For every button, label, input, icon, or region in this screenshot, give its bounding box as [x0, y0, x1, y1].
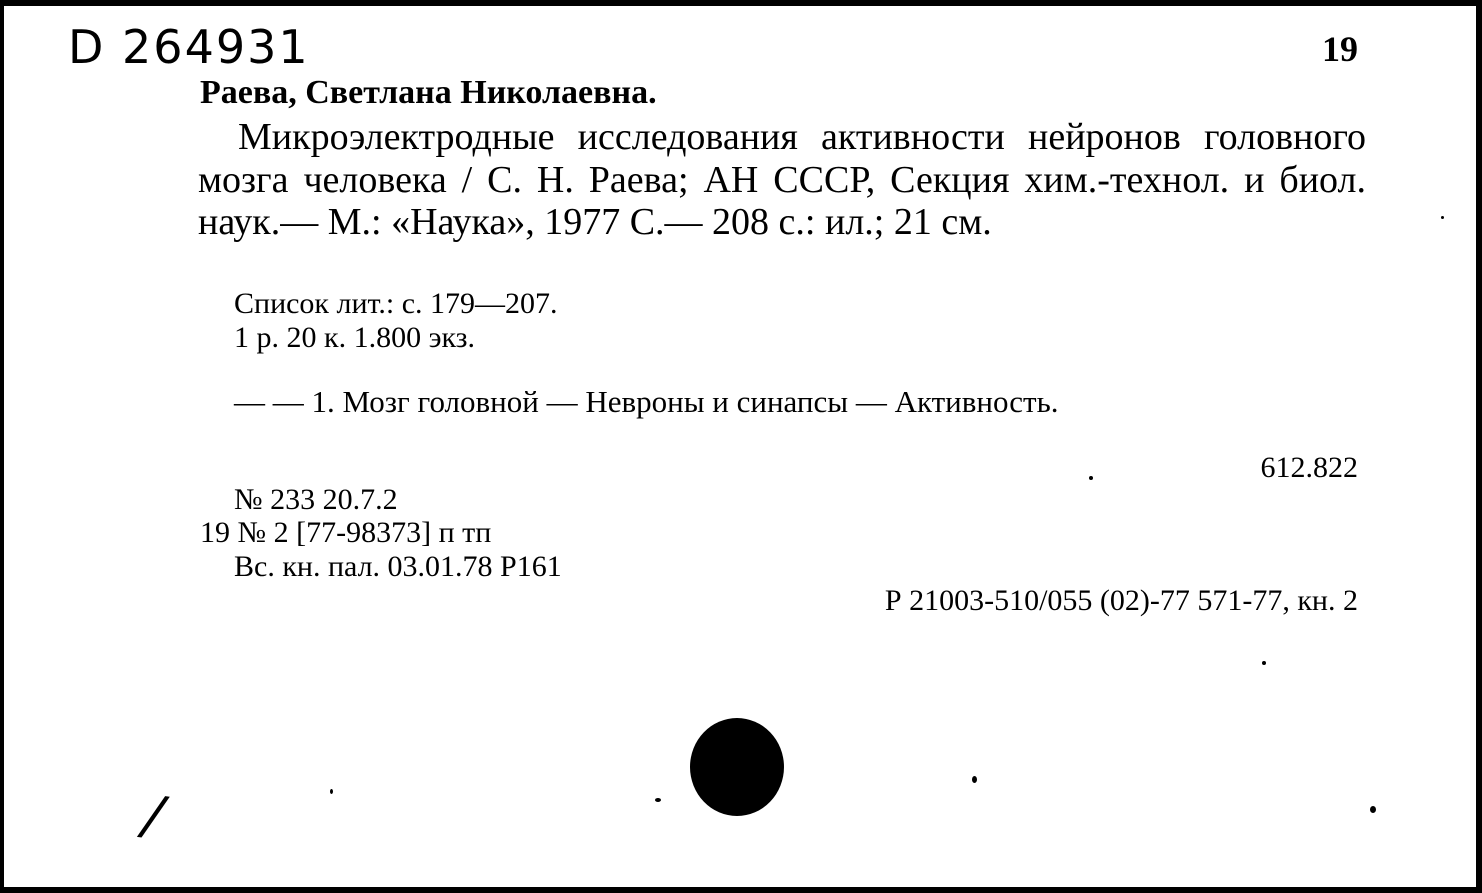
subject-heading: — — 1. Мозг головной — Невроны и синапсы — Активность. — [234, 384, 1059, 419]
page-number: 19 — [1322, 29, 1358, 69]
note-price-print-run: 1 р. 20 к. 1.800 экз. — [234, 321, 475, 354]
speck — [1262, 661, 1266, 665]
udc-code: 612.822 — [1260, 451, 1358, 484]
speck — [330, 789, 333, 794]
speck — [1441, 216, 1444, 219]
bibliographic-description: Микроэлектродные исследования активности нейронов головного мозга человека / С. Н. Раева; АН СССР, Секция хим.-технол. и биол. наук.— М.: «Наука», 1977 С.— 208 с.: ил.; 21 см. — [198, 116, 1366, 243]
punch-hole — [690, 718, 784, 816]
speck — [972, 776, 977, 783]
publisher-index: Р 21003-510/055 (02)-77 571-77, кн. 2 — [884, 584, 1358, 617]
card-id: D 264931 — [68, 20, 310, 74]
handwritten-mark: / — [139, 783, 167, 848]
note-bibliography: Список лит.: с. 179—207. — [234, 287, 558, 320]
registry-line: Вс. кн. пал. 03.01.78 Р161 — [234, 550, 562, 583]
registry-line: № 233 20.7.2 — [234, 483, 398, 516]
speck — [1370, 806, 1376, 813]
speck — [655, 798, 661, 802]
author-heading: Раева, Светлана Николаевна. — [200, 74, 657, 111]
registry-line: 19 № 2 [77-98373] п тп — [200, 516, 492, 549]
speck — [1089, 476, 1093, 480]
